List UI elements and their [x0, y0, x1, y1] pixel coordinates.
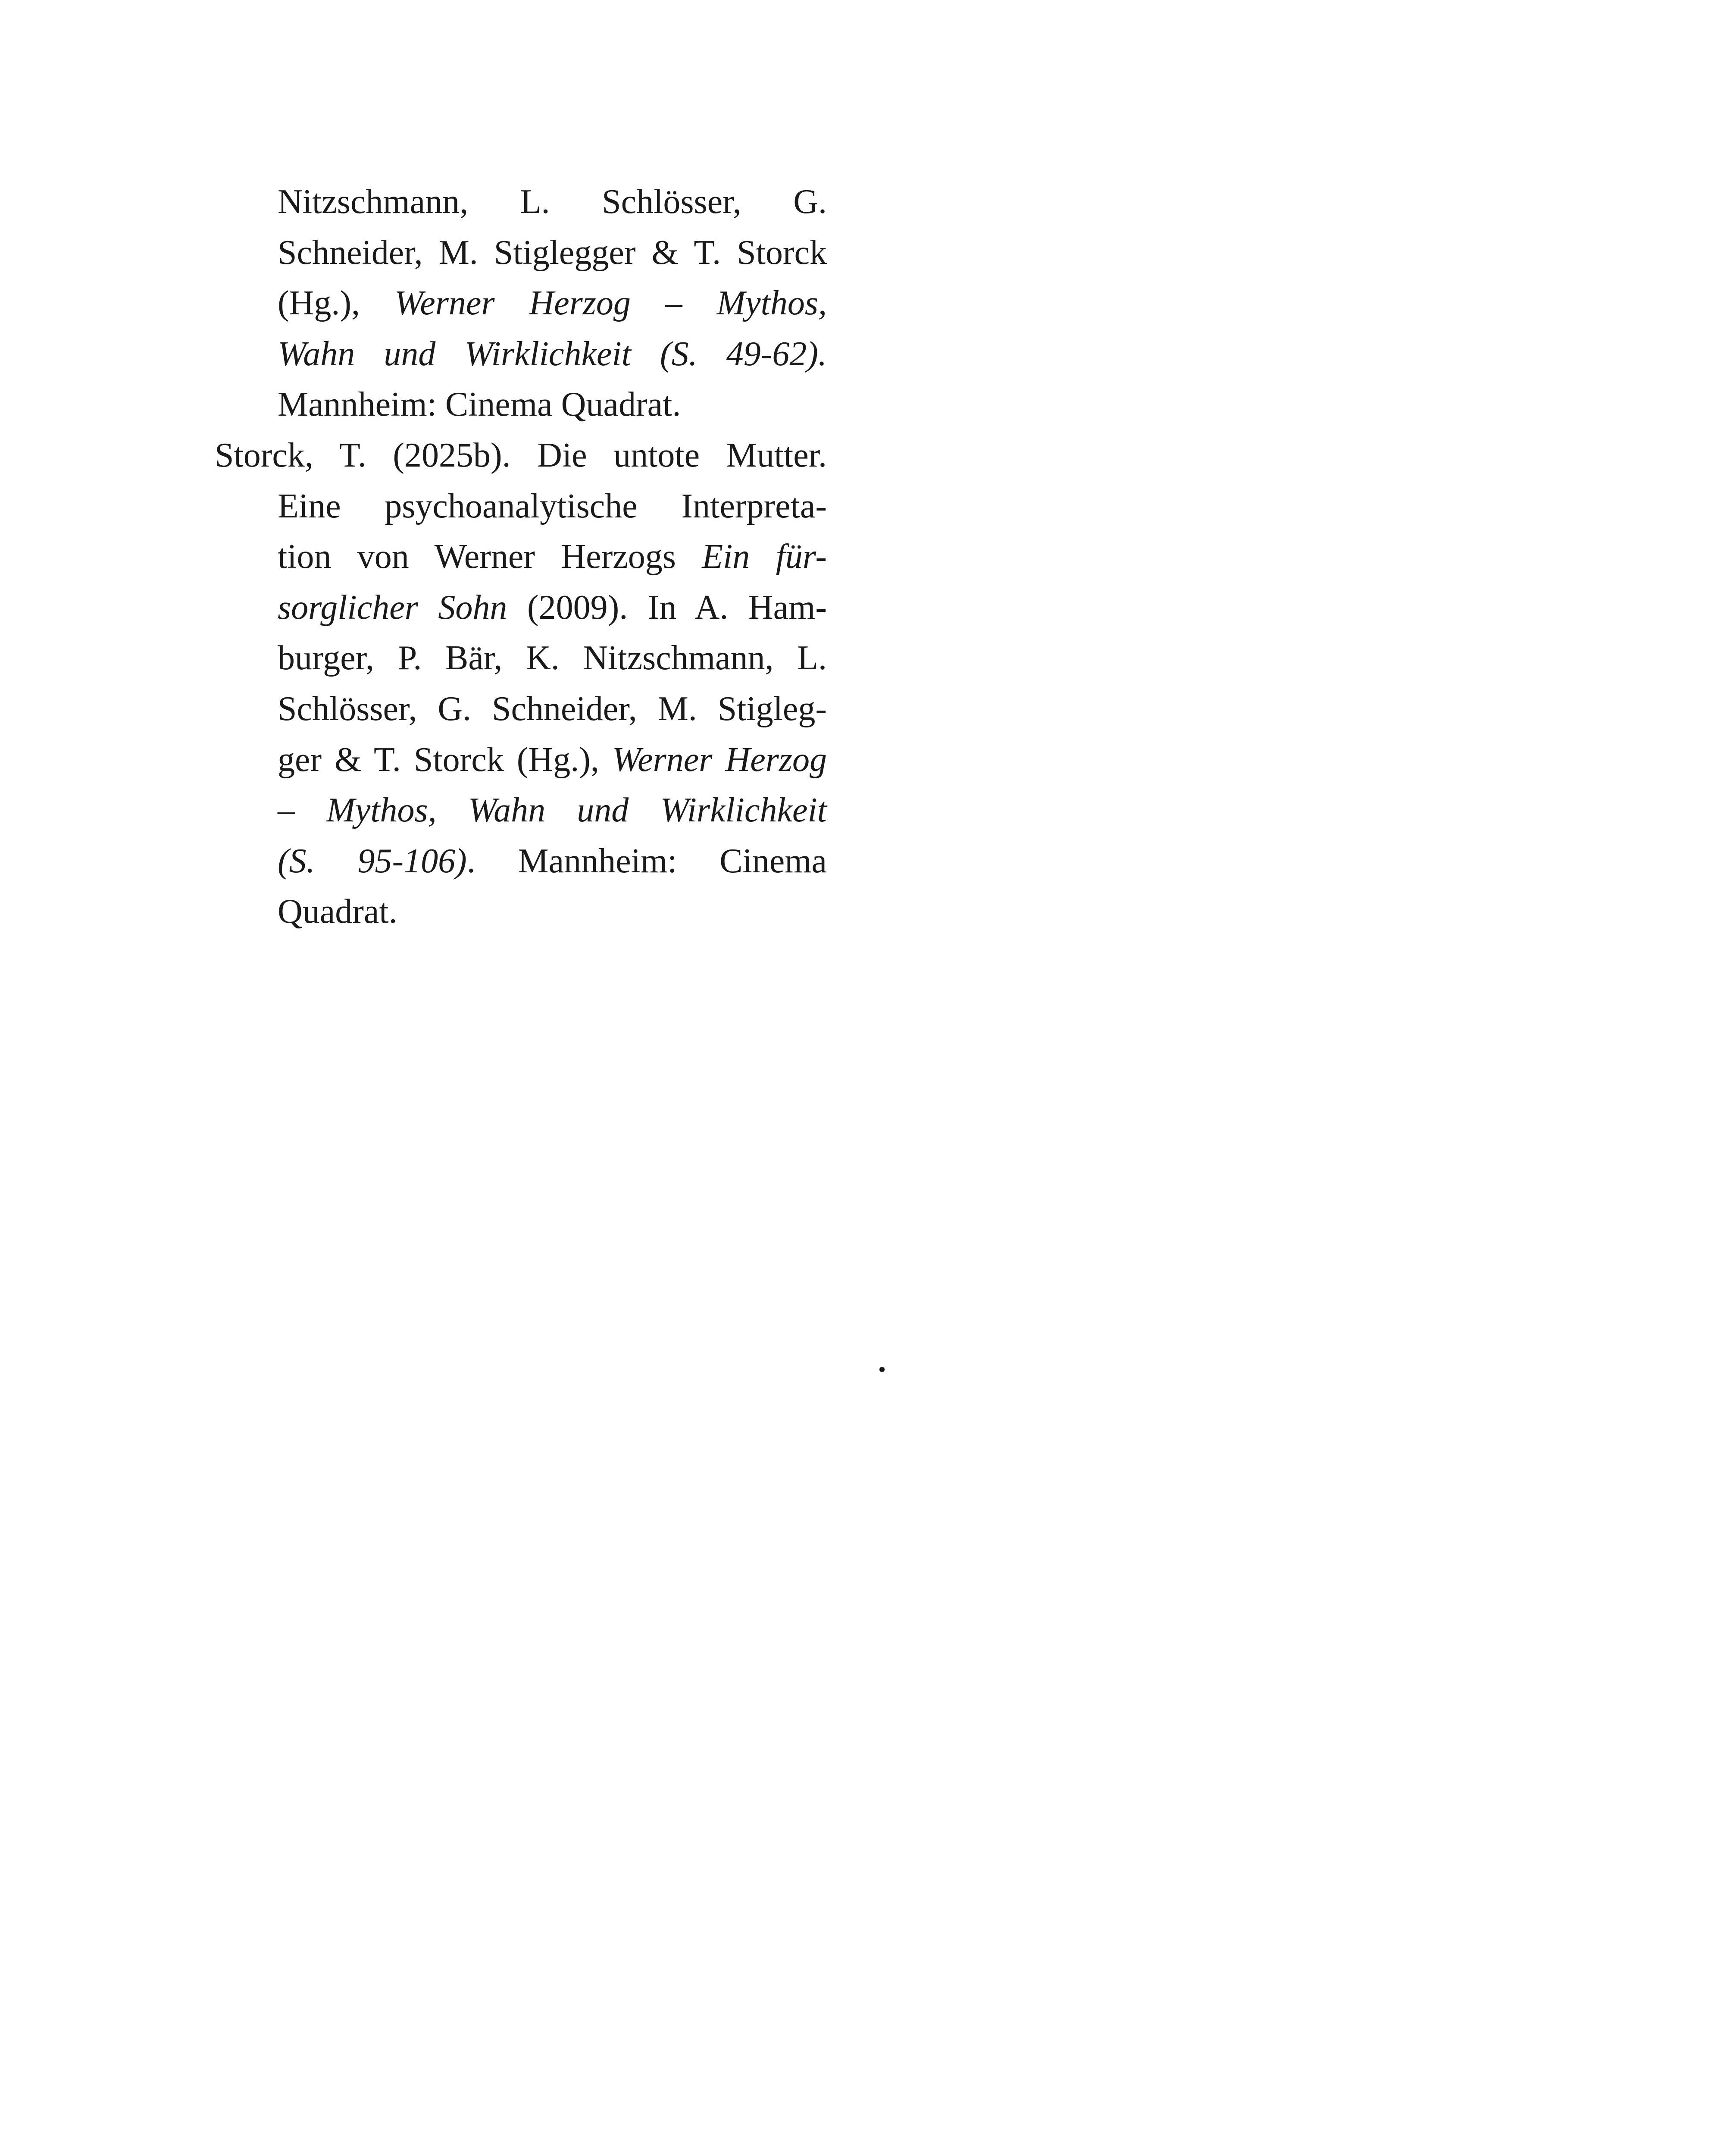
reference-line: Wahn und Wirklichkeit (S. 49-62). — [278, 335, 827, 373]
reference-line: Schlösser, G. Schneider, M. Stigleg- — [278, 689, 827, 728]
reference-line: sorglicher Sohn (2009). In A. Ham- — [278, 588, 827, 627]
reference-entry — [215, 177, 827, 430]
reference-line: burger, P. Bär, K. Nitzschmann, L. — [278, 639, 827, 677]
reference-line: Eine psychoanalytische Interpreta- — [278, 487, 827, 525]
reference-list — [215, 177, 827, 937]
reference-line: Schneider, M. Stiglegger & T. Storck — [278, 233, 827, 272]
reference-line: (Hg.), Werner Herzog – Mythos, — [278, 284, 827, 323]
reference-line: (S. 95-106). Mannheim: Cinema — [278, 842, 827, 880]
reference-line: Nitzschmann, L. Schlösser, G. — [278, 183, 827, 221]
reference-line: Mannheim: Cinema Quadrat. — [278, 385, 681, 424]
reference-line: – Mythos, Wahn und Wirklichkeit — [278, 791, 827, 830]
reference-line: ger & T. Storck (Hg.), Werner Herzog — [278, 740, 827, 779]
reference-line: Quadrat. — [278, 893, 397, 931]
stray-dot — [879, 1367, 885, 1372]
reference-line: tion von Werner Herzogs Ein für- — [278, 538, 827, 576]
reference-entry — [215, 430, 827, 937]
reference-line: Storck, T. (2025b). Die untote Mutter. — [215, 436, 827, 474]
